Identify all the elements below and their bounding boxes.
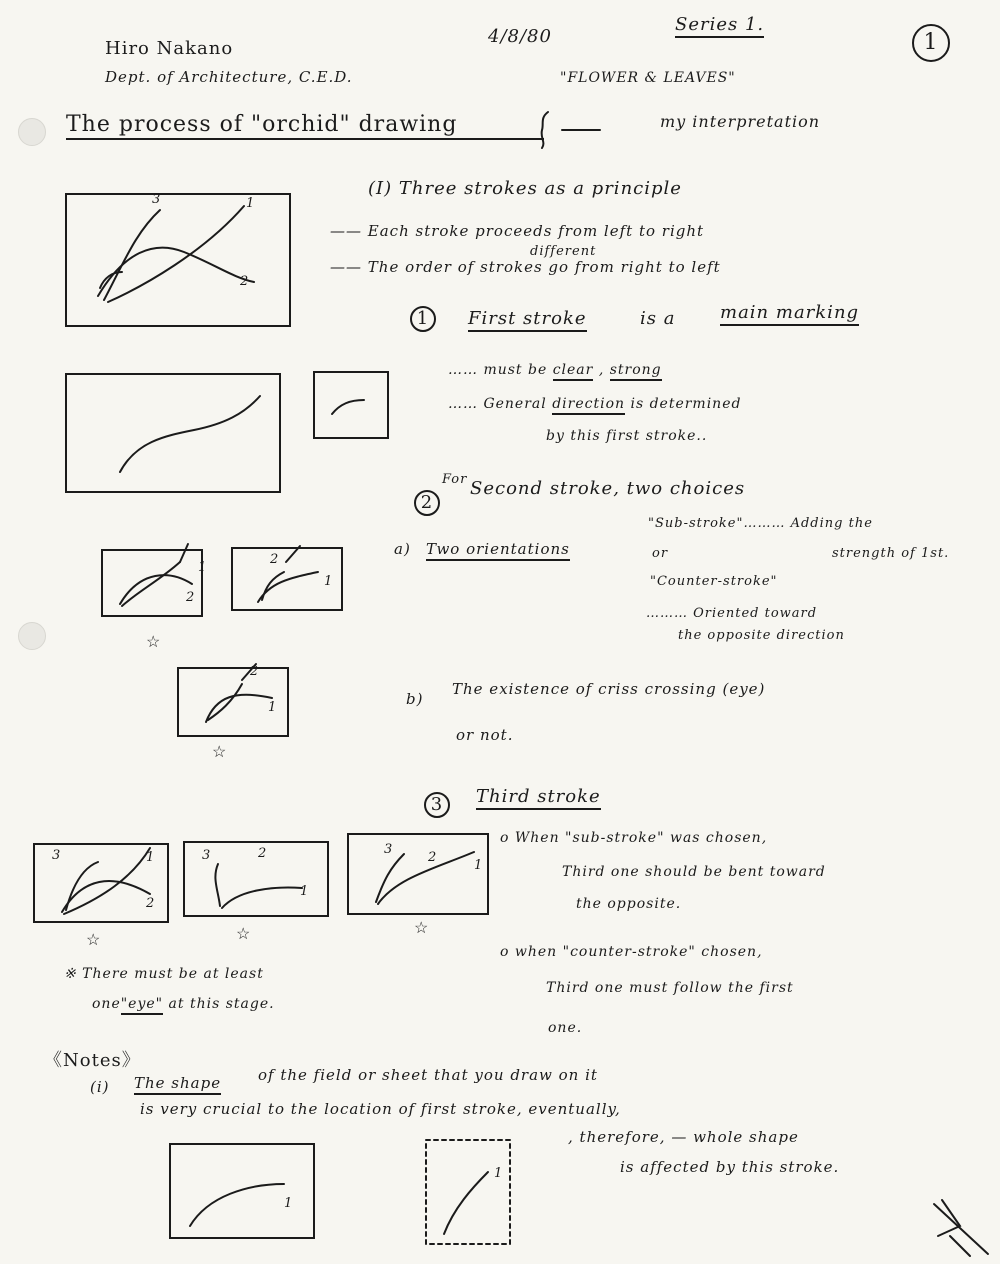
- binder-hole: [18, 622, 46, 650]
- note-line: or not.: [456, 726, 514, 744]
- department: Dept. of Architecture, C.E.D.: [105, 68, 353, 86]
- stroke-number: 2: [240, 274, 250, 289]
- stroke-number: 2: [186, 590, 196, 605]
- eye-star: ☆: [212, 742, 228, 761]
- note-line: strength of 1st.: [832, 546, 950, 561]
- stroke-number: 1: [474, 858, 484, 873]
- sub-stroke-sketch: [100, 540, 210, 618]
- eye-note: ※ There must be at least: [64, 966, 264, 982]
- stroke-number: 1: [284, 1196, 294, 1211]
- interpretation-label: my interpretation: [660, 112, 821, 131]
- stroke-number: 3: [152, 192, 162, 207]
- insert-note: different: [530, 244, 597, 259]
- note-line: ……… Oriented toward: [646, 606, 818, 621]
- note-line: o When "sub-stroke" was chosen,: [500, 830, 768, 846]
- step-number: 3: [424, 792, 450, 818]
- binder-hole: [18, 118, 46, 146]
- brace-mark: [540, 110, 620, 150]
- eye-star: ☆: [146, 632, 162, 651]
- eye-star: ☆: [86, 930, 102, 949]
- field-shape-sketch-wide: [168, 1142, 318, 1242]
- page-number: 1: [912, 24, 950, 62]
- stroke-number: 1: [146, 850, 156, 865]
- page-title: The process of "orchid" drawing: [66, 112, 544, 140]
- note-line: the opposite.: [576, 896, 682, 912]
- note-line: …… must be clear , strong: [448, 362, 662, 378]
- stroke-number: 3: [202, 848, 212, 863]
- note-line: The existence of criss crossing (eye): [452, 680, 766, 698]
- heading-connector: is a: [640, 308, 676, 329]
- stroke-number: 2: [258, 846, 268, 861]
- author-name: Hiro Nakano: [105, 38, 234, 59]
- eye-star: ☆: [414, 918, 430, 937]
- three-strokes-sketch: [64, 192, 294, 332]
- shape-label: The shape: [134, 1074, 221, 1095]
- stroke-number: 2: [146, 896, 156, 911]
- third-stroke-heading: Third stroke: [476, 786, 601, 810]
- stroke-number: 3: [384, 842, 394, 857]
- stroke-number: 1: [324, 574, 334, 589]
- stroke-number: 1: [300, 884, 310, 899]
- note-line: of the field or sheet that you draw on it: [258, 1066, 598, 1084]
- bullet-line: —— Each stroke proceeds from left to right: [330, 222, 705, 240]
- insert-note: For: [442, 472, 468, 487]
- stroke-number: 3: [52, 848, 62, 863]
- eye-note: one"eye" at this stage.: [92, 996, 275, 1012]
- main-marking-label: main marking: [720, 302, 859, 326]
- note-line: is affected by this stroke.: [620, 1158, 840, 1176]
- notes-heading: 《Notes》: [44, 1050, 141, 1071]
- item-label: b): [406, 690, 424, 708]
- step-number: 2: [414, 490, 440, 516]
- note-line: or: [652, 546, 669, 561]
- series-label: Series 1.: [675, 14, 764, 38]
- first-stroke-heading: First stroke: [468, 308, 587, 332]
- step-number: 1: [410, 306, 436, 332]
- note-line: one.: [548, 1020, 583, 1036]
- note-line: …… General direction is determined: [448, 396, 741, 412]
- note-line: , therefore, — whole shape: [568, 1128, 799, 1146]
- first-stroke-sketch: [64, 372, 284, 496]
- second-stroke-heading: Second stroke, two choices: [470, 478, 746, 499]
- corner-mark: [930, 1196, 994, 1260]
- note-line: Third one should be bent toward: [562, 864, 826, 880]
- note-line: o when "counter-stroke" chosen,: [500, 944, 763, 960]
- note-line: "Counter-stroke": [650, 574, 778, 589]
- stroke-number: 2: [428, 850, 438, 865]
- subject-label: "FLOWER & LEAVES": [560, 70, 736, 86]
- two-orientations-label: Two orientations: [426, 540, 570, 561]
- crossing-sketch: [176, 660, 296, 740]
- note-number: (i): [90, 1078, 110, 1096]
- stroke-number: 1: [268, 700, 278, 715]
- stroke-number: 2: [270, 552, 280, 567]
- stroke-number: 2: [250, 664, 260, 679]
- bullet-line: —— The order of strokes go from right to left: [330, 258, 721, 276]
- stroke-number: 1: [494, 1166, 504, 1181]
- note-line: is very crucial to the location of first stroke, eventually,: [140, 1100, 621, 1118]
- stroke-number: 1: [246, 196, 256, 211]
- note-line: by this first stroke..: [546, 428, 708, 444]
- small-first-stroke-sketch: [312, 370, 392, 442]
- note-line: Third one must follow the first: [546, 980, 794, 996]
- section-heading: (I) Three strokes as a principle: [368, 178, 682, 199]
- note-line: "Sub-stroke"……… Adding the: [648, 516, 873, 531]
- eye-star: ☆: [236, 924, 252, 943]
- third-stroke-sketch-c: [346, 828, 494, 918]
- date: 4/8/80: [488, 26, 552, 47]
- field-shape-sketch-tall: [424, 1138, 514, 1248]
- item-label: a): [394, 540, 411, 558]
- stroke-number: 1: [198, 560, 208, 575]
- note-line: the opposite direction: [678, 628, 845, 643]
